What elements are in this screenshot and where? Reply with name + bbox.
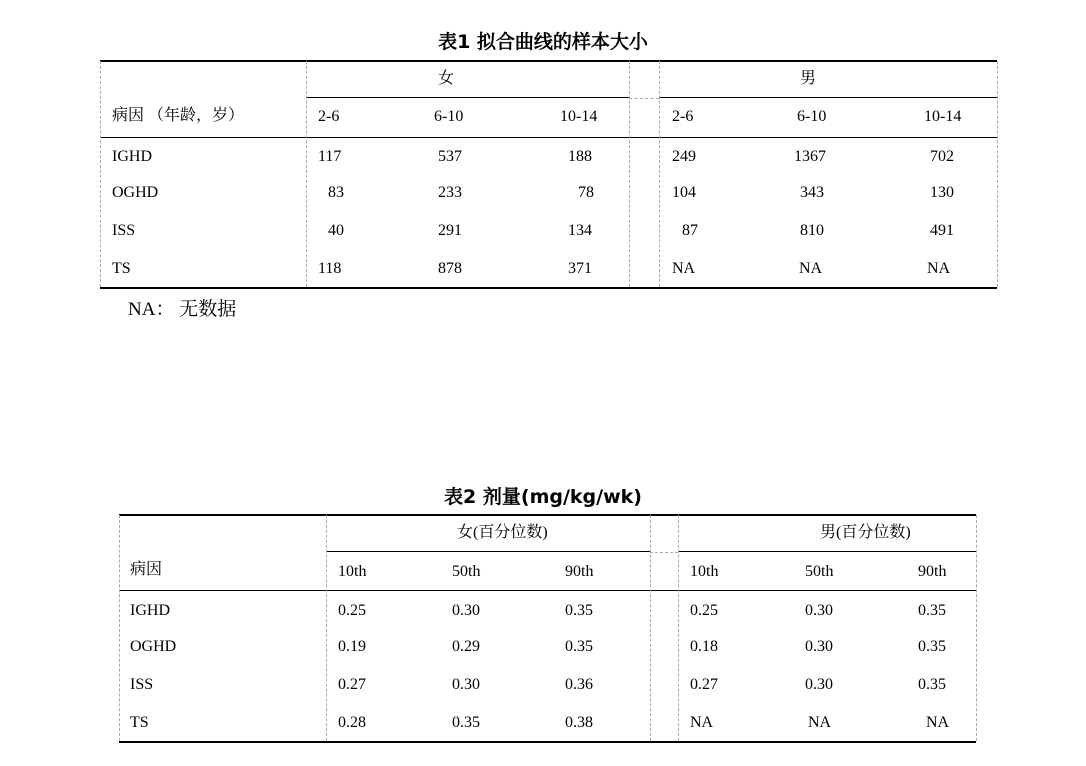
table2-vline-right (976, 515, 977, 741)
table1-vline-rowhead (306, 61, 307, 287)
table1-cell: 343 (800, 184, 824, 201)
table2-cell: 0.25 (338, 602, 366, 619)
table2-cell: NA (690, 714, 714, 731)
table2-cell: 0.35 (565, 602, 593, 619)
table1-cell: 1367 (794, 148, 826, 165)
table2-gap-dash (650, 552, 678, 553)
table1-age-f-10-14: 10-14 (560, 108, 598, 125)
table1-age-f-2-6: 2-6 (318, 108, 340, 125)
table1-age-f-6-10: 6-10 (434, 108, 464, 125)
table1-caption: 表1 拟合曲线的样本大小 (438, 31, 648, 53)
table1-cell: 188 (568, 148, 592, 165)
table2-cell: 0.35 (918, 602, 946, 619)
table2-cell: 0.30 (805, 676, 833, 693)
table2-row-label: ISS (130, 676, 154, 693)
table1-cell: 491 (930, 222, 954, 239)
table1-cell: 878 (438, 260, 462, 277)
table2-cell: NA (808, 714, 832, 731)
table2-vline-rowhead (326, 515, 327, 741)
table1-age-m-10-14: 10-14 (924, 108, 962, 125)
table2-cell: 0.27 (338, 676, 366, 693)
table2-pct-f-50th: 50th (452, 563, 481, 580)
table2-row-header: 病因 (130, 561, 163, 578)
table1-group-rule-female (306, 97, 629, 98)
table2-cell: 0.25 (690, 602, 718, 619)
table1-cell: NA (799, 260, 823, 277)
table1-cell: NA (927, 260, 951, 277)
table1-cell: NA (672, 260, 696, 277)
table2-cell: 0.30 (452, 602, 480, 619)
table2-group-rule-male (678, 551, 976, 552)
table1-row-header: 病因 （年龄，岁） (112, 107, 245, 124)
table1-cell: 118 (318, 260, 342, 277)
table1-cell: 40 (328, 222, 344, 239)
table2-cell: 0.27 (690, 676, 718, 693)
table2-group-male: 男(百分位数) (820, 524, 911, 541)
table1-cell: 810 (800, 222, 824, 239)
table2-cell: 0.28 (338, 714, 366, 731)
table2-pct-m-10th: 10th (690, 563, 719, 580)
table2-bottom-rule (119, 741, 976, 743)
table2-pct-m-90th: 90th (918, 563, 947, 580)
table2-cell: 0.36 (565, 676, 593, 693)
table1-cell: 291 (438, 222, 462, 239)
table2-row-label: IGHD (130, 602, 170, 619)
table1-age-m-6-10: 6-10 (797, 108, 827, 125)
table1-cell: 537 (438, 148, 462, 165)
table2-cell: 0.29 (452, 638, 480, 655)
table1-group-male: 男 (800, 70, 817, 87)
table2-cell: 0.35 (918, 676, 946, 693)
table1-bottom-rule (100, 287, 997, 289)
table2-group-rule-female (326, 551, 650, 552)
table1-gap-dash (629, 98, 659, 99)
table1-group-female: 女 (438, 70, 455, 87)
table1-vline-right (997, 61, 998, 287)
table2-group-female: 女(百分位数) (457, 524, 548, 541)
table2-pct-f-90th: 90th (565, 563, 594, 580)
table1-cell: 78 (578, 184, 594, 201)
table1-cell: 117 (318, 148, 342, 165)
table1-row-label: OGHD (112, 184, 159, 201)
table2-pct-m-50th: 50th (805, 563, 834, 580)
table1-header-rule (100, 137, 997, 138)
table2-cell: NA (926, 714, 950, 731)
table1-note: NA： 无数据 (128, 299, 237, 320)
table2-vline-left (119, 515, 120, 741)
table1-group-rule-male (659, 97, 997, 98)
table1-row-label: ISS (112, 222, 136, 239)
table2-row-label: TS (130, 714, 149, 731)
table2-cell: 0.35 (452, 714, 480, 731)
table1-cell: 371 (568, 260, 592, 277)
table1-cell: 104 (672, 184, 696, 201)
table2-cell: 0.30 (452, 676, 480, 693)
table1-row-label: TS (112, 260, 131, 277)
table1-cell: 130 (930, 184, 954, 201)
table1-cell: 702 (930, 148, 954, 165)
table2-vline-gap-right (678, 515, 679, 741)
table1-cell: 87 (682, 222, 698, 239)
table2-cell: 0.30 (805, 638, 833, 655)
table1-cell: 233 (438, 184, 462, 201)
table1-vline-gap-left (629, 61, 630, 287)
table2-header-rule (119, 590, 976, 591)
table2-vline-gap-left (650, 515, 651, 741)
table2-cell: 0.38 (565, 714, 593, 731)
table1-row-label: IGHD (112, 148, 152, 165)
table2-top-rule (119, 514, 976, 516)
table1-cell: 249 (672, 148, 696, 165)
table1-age-m-2-6: 2-6 (672, 108, 694, 125)
table1-vline-gap-right (659, 61, 660, 287)
table2-cell: 0.19 (338, 638, 366, 655)
table1-cell: 83 (328, 184, 344, 201)
table2-cell: 0.18 (690, 638, 718, 655)
table2-cell: 0.35 (565, 638, 593, 655)
table1-top-rule (100, 60, 997, 62)
table2-cell: 0.35 (918, 638, 946, 655)
table1-vline-left (100, 61, 101, 287)
table2-caption: 表2 剂量(mg/kg/wk) (444, 486, 642, 508)
table2-cell: 0.30 (805, 602, 833, 619)
table2-row-label: OGHD (130, 638, 177, 655)
table2-pct-f-10th: 10th (338, 563, 367, 580)
table1-cell: 134 (568, 222, 592, 239)
